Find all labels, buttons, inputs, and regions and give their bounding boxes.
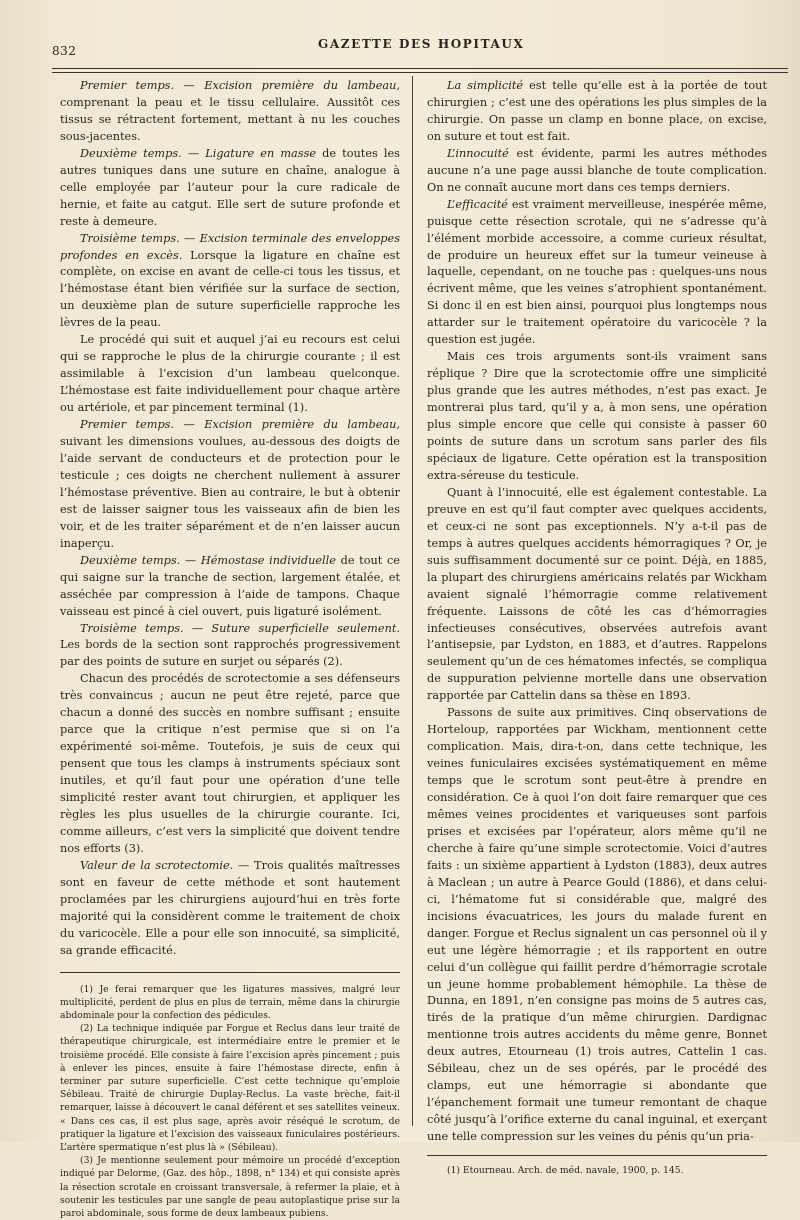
- footnote: (3) Je mentionne seulement pour mémoire un procédé d’exception indiqué par Delorme, (Gaz. des hôp., 1898, n° 134) et qui consiste après la résection scrotale en croissant transversale, à refermer la plaie, et à soutenir les testicules par une sangle de peau autoplastique prise sur la paroi abdominale, sous forme de deux lambeaux pubiens.: [60, 1155, 400, 1220]
- paragraph-lead: Deuxième temps. — Hémostase individuelle: [80, 553, 336, 567]
- footnote: (2) La technique indiquée par Forgue et Reclus dans leur traité de thérapeutique chirurgicale, est intermédiaire entre le premier et le troisième procédé. Elle consiste à faire l’excision après pincement ; puis à enlever les pinces, ensuite à faire l’hémostase directe, enfin à terminer par suture superficielle. C’est cette technique qu’emploie Sébileau. Traité de chirurgie Duplay-Reclus. La vaste brèche, fait-il remarquer, laisse à découvert le canal déférent et ses satellites veineux. « Dans ces cas, il est plus sage, après avoir réséqué le scrotum, de pratiquer la ligature et l’excision des vaisseaux funiculaires postérieurs. L’artère spermatique n’est plus là » (Sébileau).: [60, 1023, 400, 1153]
- paragraph-lead: La simplicité: [447, 79, 524, 92]
- left-footnote-rule: [60, 972, 400, 973]
- paragraph: [60, 146, 400, 231]
- left-column: [60, 78, 400, 1220]
- paragraph-lead: Troisième temps. — Excision terminale des enveloppes profondes en excès.: [60, 231, 400, 262]
- paragraph: [60, 231, 400, 333]
- left-footnotes: [60, 983, 400, 1220]
- page-number: 832: [52, 44, 77, 58]
- running-head: GAZETTE DES HOPITAUX: [318, 37, 525, 51]
- paragraph-lead: L’innocuité: [447, 146, 509, 160]
- paragraph: [60, 858, 400, 960]
- paragraph-text: Lorsque la ligature en chaîne est complète, on excise en avant de celle-ci tous les tissus, et l’hémostase étant bien vérifiée sur la surface de section, un deuxième plan de suture superficielle rapproche les lèvres de la peau.: [60, 248, 400, 330]
- footnote: (1) Je ferai remarquer que les ligatures massives, malgré leur multiplicité, perdent de plus en plus de terrain, même dans la chirurgie abdominale pour la confection des pédicules.: [60, 983, 400, 1021]
- header-rule-bottom: [52, 72, 788, 73]
- paragraph: [427, 485, 767, 705]
- right-footnote: (1) Etourneau. Arch. de méd. navale, 1900, p. 145.: [447, 1165, 684, 1177]
- paragraph: [60, 332, 400, 417]
- paragraph-text: Passons de suite aux primitives. Cinq observations de Horteloup, rapportées par Wickham, mentionnent cette complication. Mais, dira-t-on, dans cette technique, les veines funiculaires excisées systématiquement en même temps que le scrotum sont peut-être à prendre en considération. Ce à quoi l’on doit faire remarquer que ces mêmes veines procidentes et variqueuses sont parfois prises et excisées par l’opérateur, alors même qu’il ne cherche à faire qu’une simple scrotectomie. Voici d’autres faits : un sixième appartient à Lydston (1883), deux autres à Maclean ; un autre à Pearce Gould (1886), et dans celui-ci, l’hématome fut si considérable que, malgré des incisions évacuatrices, les jours du malade furent en danger. Forgue et Reclus signalent un cas personnel où il y eut une légère hémorragie ; et ils rapportent en outre celui d’un collègue qui faillit perdre d’hémorragie scrotale un jeune homme probablement hémophile. La thèse de Dunna, en 1891, n’en consigne pas moins de 5 autres cas, tirés de la pratique d’un même chirurgien. Dardignac mentionne trois autres accidents du même genre, Bonnet deux autres, Etourneau (1) trois autres, Cattelin 1 cas. Sébileau, chez un de ses opérés, par le procédé des clamps, eut une hémorragie si abondante que l’épanchement formait une tumeur remontant de chaque côté jusqu’à l’orifice externe du canal inguinal, et exerçant une telle compression sur les veines du pénis qu’un pria-: [427, 706, 767, 1144]
- paragraph-text: est vraiment merveilleuse, inespérée même, puisque cette résection scrotale, qui ne s’adresse qu’à l’élément morbide accessoire, a comme curieux résultat, de produire un heureux effet sur la tumeur veineuse à laquelle, cependant, on ne touche pas : quelques-uns nous écrivent même, que les veines s’atrophient spontanément. Si donc il en est bien ainsi, pourquoi plus longtemps nous attarder sur le traitement opératoire du varicocèle ? la question est jugée.: [427, 197, 767, 347]
- paragraph-lead: Deuxième temps. — Ligature en masse: [80, 146, 317, 160]
- column-divider: [412, 76, 413, 1126]
- paragraph-lead: Valeur de la scrotectomie.: [80, 858, 234, 872]
- paragraph: [427, 705, 767, 1146]
- paragraph-text: suivant les dimensions voulues, au-dessous des doigts de l’aide servant de conducteurs et de protection pour le testicule ; ces doigts ne cherchent nullement à assurer l’hémostase préventive. Bien au contraire, le but à obtenir est de laisser saigner tous les vaisseaux afin de bien les voir, et de les traiter séparément et de n’en laisser aucun inaperçu.: [60, 435, 400, 550]
- paragraph: [60, 553, 400, 621]
- paragraph: [60, 417, 400, 553]
- paragraph: [60, 621, 400, 672]
- paragraph: [60, 78, 400, 146]
- paragraph: [60, 671, 400, 857]
- paragraph: [427, 146, 767, 197]
- paragraph-lead: Premier temps. — Excision première du lambeau,: [80, 79, 400, 92]
- paragraph-text: est telle qu’elle est à la portée de tout chirurgien ; c’est une des opérations les plus simples de la chirurgie. On passe un clamp en bonne place, on excise, on suture et tout est fait.: [427, 79, 767, 143]
- header-rule-top: [52, 68, 788, 69]
- paragraph-text: Le procédé qui suit et auquel j’ai eu recours est celui qui se rapproche le plus de la chirurgie courante ; il est assimilable à l’excision d’un lambeau quelconque. L’hémostase est faite individuellement pour chaque artère ou artériole, et par pincement terminal (1).: [60, 333, 400, 415]
- right-column: [427, 78, 767, 1177]
- right-footnote-rule: [427, 1155, 767, 1156]
- paragraph-text: Chacun des procédés de scrotectomie a ses défenseurs très convaincus ; aucun ne peut être rejeté, parce que chacun a donné des succès en nombre suffisant ; ensuite parce que la critique n’est permise que si on l’a expérimenté soi-même. Toutefois, je suis de ceux qui pensent que tous les clamps à instruments spéciaux sont inutiles, et qu’il faut pour une opération d’une telle simplicité rester avant tout chirurgien, et appliquer les règles les plus usuelles de la chirurgie courante. Ici, comme ailleurs, c’est vers la simplicité que doivent tendre nos efforts (3).: [60, 672, 400, 855]
- right-column-body: [427, 78, 767, 1146]
- paragraph-text: de toutes les autres tuniques dans une suture en chaîne, analogue à celle employée par l’auteur pour la cure radicale de hernie, et faite au catgut. Elle sert de suture profonde et reste à demeure.: [60, 146, 400, 228]
- paragraph: [427, 78, 767, 146]
- paragraph-lead: L’efficacité: [447, 197, 508, 211]
- paragraph-lead: Troisième temps. — Suture superficielle seulement.: [80, 621, 400, 635]
- paragraph: [427, 349, 767, 485]
- paragraph-text: Mais ces trois arguments sont-ils vraiment sans réplique ? Dire que la scrotectomie offre une simplicité plus grande que les autres méthodes, n’est pas exact. Je montrerai plus tard, qu’il y a, à mon sens, une opération plus simple encore que celle qui consiste à passer 60 points de suture dans un scrotum sans parler des fils spéciaux de ligature. Cette opération est la transposition extra-séreuse du testicule.: [427, 350, 767, 482]
- paragraph-lead: Premier temps. — Excision première du lambeau,: [80, 418, 400, 432]
- paragraph-text: Quant à l’innocuité, elle est également contestable. La preuve en est qu’il faut compter avec quelques accidents, et ceux-ci ne sont pas exceptionnels. N’y a-t-il pas de temps à autres quelques accidents hémorragiques ? Or, je suis suffisamment documenté sur ce point. Déjà, en 1885, la plupart des chirurgiens américains relatés par Wickham avaient signalé l’hémorragie comme relativement fréquente. Laissons de côté les cas d’hémorragies infectieuses consécutives, observées autrefois avant l’antisepsie, par Lydston, en 1883, et d’autres. Rappelons seulement qu’un de ces hématomes infectés, se compliqua de suppuration pelvienne mortelle dans une observation rapportée par Cattelin dans sa thèse en 1893.: [427, 485, 767, 703]
- paragraph-text: — Trois qualités maîtresses sont en faveur de cette méthode et sont hautement proclamées par les chirurgiens aujourd’hui en très forte majorité qui la considèrent comme le traitement de choix du varicocèle. Elle a pour elle son innocuité, sa simplicité, sa grande efficacité.: [60, 858, 400, 957]
- paragraph-text: Les bords de la section sont rapprochés progressivement par des points de suture en surjet ou séparés (2).: [60, 638, 400, 669]
- paragraph-text: est évidente, parmi les autres méthodes aucune n’a une page aussi blanche de toute complication. On ne connaît aucune mort dans ces temps derniers.: [427, 146, 767, 194]
- paragraph-text: de tout ce qui saigne sur la tranche de section, largement étalée, et asséchée par compression à l’aide de tampons. Chaque vaisseau est pincé à ciel ouvert, puis ligaturé isolément.: [60, 553, 400, 618]
- left-column-body: [60, 78, 400, 960]
- paragraph: [427, 197, 767, 350]
- paragraph-text: comprenant la peau et le tissu cellulaire. Aussitôt ces tissus se rétractent fortement, mettant à nu les couches sous-jacentes.: [60, 95, 400, 143]
